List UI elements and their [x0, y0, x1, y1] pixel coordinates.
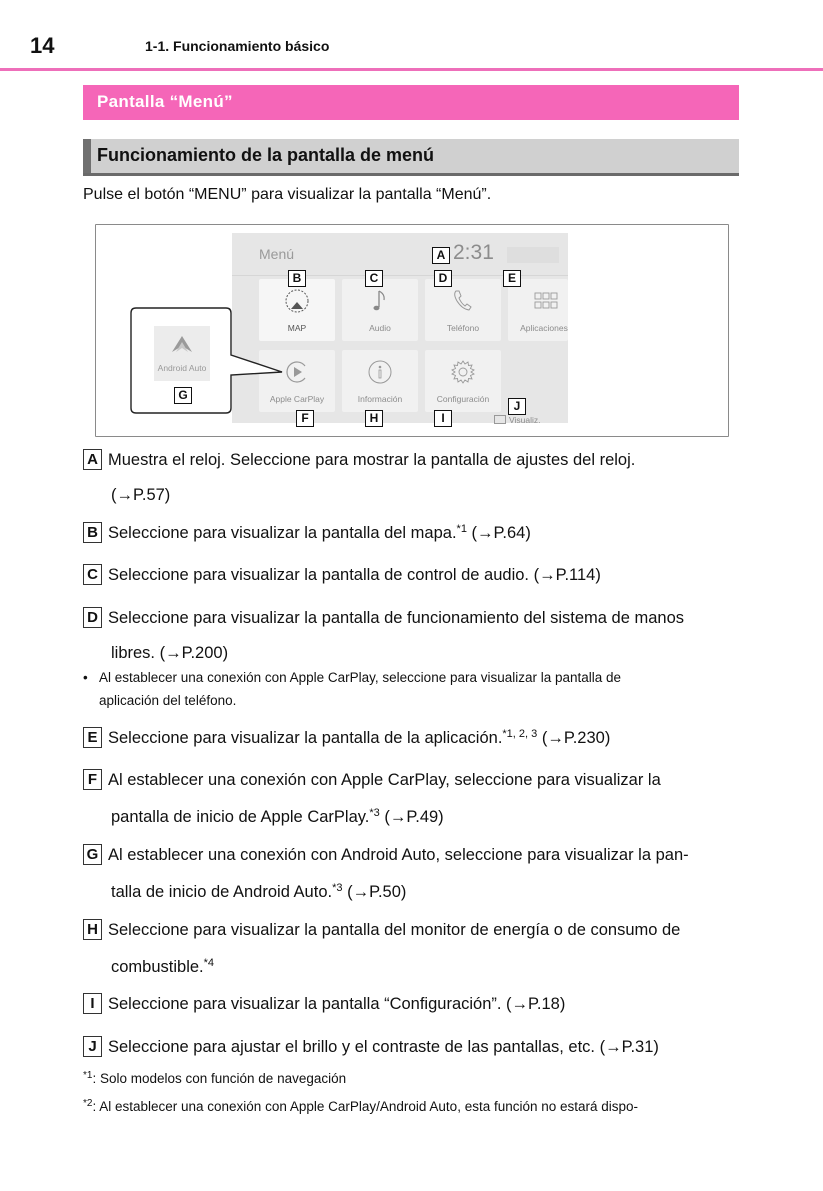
header-rule [0, 68, 823, 71]
list-item [83, 762, 661, 799]
item-text: talla de inicio de Android Auto. [111, 883, 333, 901]
callout-label: E [503, 270, 521, 287]
note-text: Al establecer una conexión con Apple CarPlay, seleccione para visualizar la pantalla de [99, 670, 622, 685]
item-key: I [83, 993, 102, 1014]
tile-label: Aplicaciones [520, 323, 568, 333]
subsection-marker [83, 139, 91, 173]
footnote-ref: *4 [203, 957, 215, 969]
tile-phone[interactable] [425, 279, 501, 341]
subsection-title: Funcionamiento de la pantalla de menú [97, 145, 435, 165]
menu-screen-figure [95, 224, 729, 437]
display-icon [494, 415, 506, 424]
page-ref[interactable]: (→P.230) [537, 729, 611, 747]
item-text: Seleccione para visualizar la pantalla de control de audio. (→P.114) [108, 566, 601, 584]
item-key: D [83, 607, 102, 628]
callout-label: F [296, 410, 314, 427]
footnote-ref: *3 [332, 882, 343, 894]
item-continuation: libres. (→P.200) [111, 644, 229, 662]
footnote-mark: *1 [83, 1070, 93, 1081]
item-key: G [83, 844, 102, 865]
item-text: Seleccione para visualizar la pantalla de funcionamiento del sistema de manos [108, 609, 685, 627]
list-item [83, 442, 635, 479]
list-item [83, 557, 601, 594]
page-number: 14 [30, 33, 55, 58]
tile-label: Información [357, 394, 403, 404]
item-key: H [83, 919, 102, 940]
callout-label: H [365, 410, 383, 427]
list-item [83, 912, 680, 949]
android-auto-tile[interactable] [154, 326, 210, 381]
callout-label: A [432, 247, 450, 264]
tile-information[interactable] [342, 350, 418, 412]
page-ref[interactable]: (→P.50) [342, 883, 407, 901]
footnote [83, 1071, 346, 1086]
tile-label: Apple CarPlay [269, 394, 325, 404]
item-continuation [111, 808, 444, 827]
callout-label: J [508, 398, 526, 415]
item-text: combustible. [111, 958, 204, 976]
tile-label: Teléfono [446, 323, 480, 333]
screen-title: Menú [259, 246, 295, 262]
item-key: A [83, 449, 102, 470]
section-banner [83, 85, 739, 120]
callout-label: G [174, 387, 192, 404]
info-icon [342, 360, 418, 384]
tile-label: Configuración [436, 394, 490, 404]
list-item [83, 1029, 659, 1066]
gear-icon [425, 360, 501, 384]
subsection-heading [83, 139, 739, 176]
bullet-note [83, 666, 723, 689]
footnote-ref: *1 [456, 523, 467, 535]
callout-label: C [365, 270, 383, 287]
list-item [83, 837, 689, 874]
list-item [83, 986, 565, 1023]
item-continuation [111, 883, 406, 902]
bullet-note-continuation: aplicación del teléfono. [99, 693, 237, 708]
item-key: B [83, 522, 102, 543]
visualiz-button[interactable] [494, 415, 541, 425]
android-auto-label: Android Auto [157, 363, 207, 373]
item-text: Seleccione para visualizar la pantalla del monitor de energía o de consumo de [108, 921, 681, 939]
item-key: J [83, 1036, 102, 1057]
list-item [83, 515, 531, 552]
callout-label: D [434, 270, 452, 287]
apps-grid-icon [516, 289, 576, 313]
visualiz-label: Visualiz. [509, 415, 541, 425]
music-note-icon [342, 289, 418, 313]
phone-icon [425, 289, 501, 313]
item-key: F [83, 769, 102, 790]
item-continuation: (→P.57) [111, 486, 171, 504]
item-text: Muestra el reloj. Seleccione para mostrar la pantalla de ajustes del reloj. [108, 451, 636, 469]
tile-label: MAP [287, 323, 307, 333]
footnote-text: : Solo modelos con función de navegación [92, 1071, 347, 1086]
android-auto-icon [171, 335, 193, 358]
bullet-icon: • [83, 670, 88, 685]
callout-label: I [434, 410, 452, 427]
list-item [83, 600, 684, 637]
footnote-ref: *1, 2, 3 [502, 728, 538, 740]
item-key: C [83, 564, 102, 585]
item-text: Seleccione para ajustar el brillo y el contraste de las pantallas, etc. (→P.31) [108, 1038, 659, 1056]
item-text: Al establecer una conexión con Android Auto, seleccione para visualizar la pan- [108, 846, 689, 864]
tile-audio[interactable] [342, 279, 418, 341]
tile-configuration[interactable] [425, 350, 501, 412]
item-text: Seleccione para visualizar la pantalla del mapa. [108, 524, 457, 542]
page-ref[interactable]: (→P.64) [466, 524, 531, 542]
tile-label: Audio [369, 323, 391, 333]
chapter-title: 1-1. Funcionamiento básico [145, 38, 330, 54]
callout-label: B [288, 270, 306, 287]
item-text: Seleccione para visualizar la pantalla de la aplicación. [108, 729, 503, 747]
intro-text: Pulse el botón “MENU” para visualizar la pantalla “Menú”. [83, 186, 492, 203]
item-text: Seleccione para visualizar la pantalla “Configuración”. (→P.18) [108, 995, 566, 1013]
page-ref[interactable]: (→P.49) [379, 808, 444, 826]
tile-apps[interactable] [508, 279, 568, 341]
item-text: pantalla de inicio de Apple CarPlay. [111, 808, 370, 826]
footnote-ref: *3 [369, 807, 380, 819]
screen-clock[interactable]: 2:31 [453, 241, 494, 264]
section-title: Pantalla “Menú” [97, 92, 233, 111]
item-continuation [111, 958, 214, 977]
item-key: E [83, 727, 102, 748]
list-item [83, 720, 610, 757]
status-area [507, 247, 559, 263]
footnote-mark: *2 [83, 1098, 93, 1109]
footnote [83, 1099, 638, 1114]
footnote-text: : Al establecer una conexión con Apple CarPlay/Android Auto, esta función no estará dispo- [92, 1099, 639, 1114]
item-text: Al establecer una conexión con Apple CarPlay, seleccione para visualizar la [108, 771, 661, 789]
